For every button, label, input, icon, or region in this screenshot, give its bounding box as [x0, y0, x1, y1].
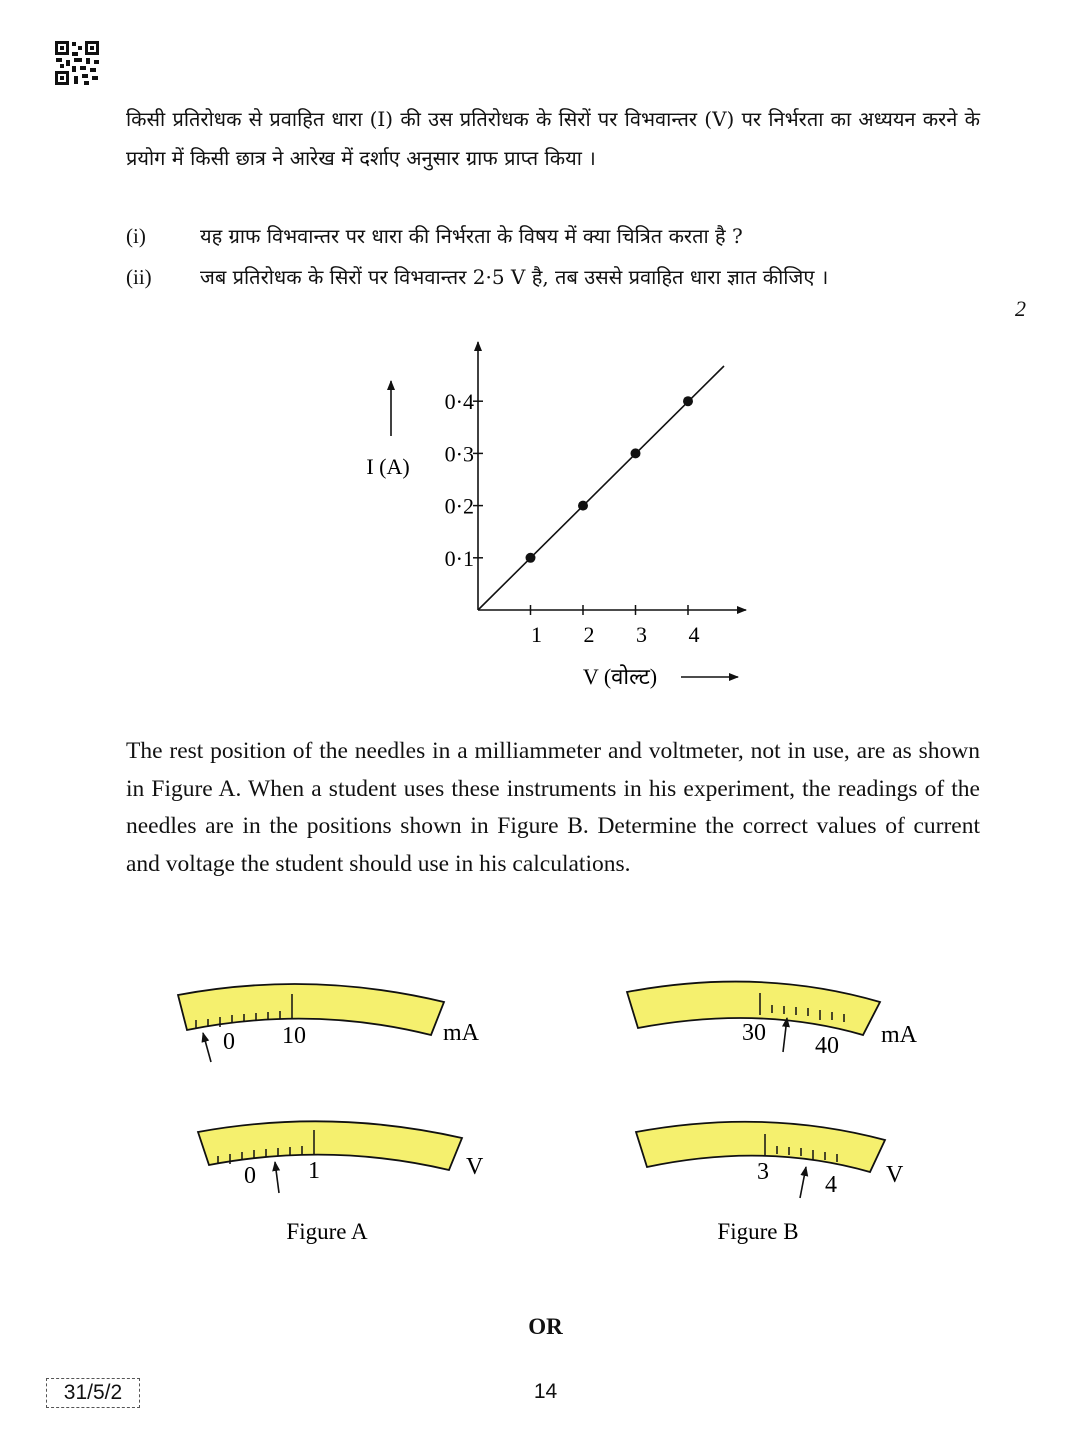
data-point [631, 448, 641, 458]
scale-label-right: 1 [308, 1158, 320, 1184]
scale-label-left: 0 [244, 1163, 256, 1189]
x-tick-label: 3 [636, 622, 647, 647]
x-tick-label: 1 [531, 622, 542, 647]
figure-b-ammeter [627, 982, 918, 1059]
or-label: OR [528, 1314, 563, 1339]
marks: 2 [1015, 296, 1026, 321]
figure-b-voltmeter [636, 1122, 904, 1198]
data-point [683, 396, 693, 406]
needle-arrow [800, 1167, 806, 1198]
question-hindi-intro: किसी प्रतिरोधक से प्रवाहित धारा (I) की उस प्रतिरोधक के सिरों पर विभवान्तर (V) पर निर्भरता का अध्ययन करने के प्रयोग में किसी छात्र ने आरेख में दर्शाए अनुसार ग्राफ प्राप्त किया । [126, 107, 980, 170]
paper-code: 31/5/2 [46, 1378, 140, 1408]
needle-arrow [275, 1162, 279, 1193]
page-number: 14 [533, 1380, 558, 1403]
scale-label-left: 30 [742, 1020, 766, 1046]
scale-label-right: 4 [825, 1172, 837, 1198]
figure-a-ammeter [178, 984, 480, 1062]
scale-label-right: 10 [282, 1023, 306, 1049]
x-tick-label: 2 [583, 622, 595, 647]
x-axis-label: V (वोल्ट) [582, 664, 658, 689]
figure-a-voltmeter [198, 1121, 484, 1193]
part-text: यह ग्राफ विभवान्तर पर धारा की निर्भरता के विषय में क्या चित्रित करता है ? [200, 224, 743, 248]
x-tick-label: 4 [688, 622, 700, 647]
scale-label-left: 0 [223, 1029, 235, 1055]
unit-label: V [886, 1162, 904, 1188]
unit-label: mA [443, 1020, 479, 1046]
question-english: The rest position of the needles in a milliammeter and voltmeter, not in use, are as shown in Figure A. When a student uses these instruments in his experiment, the readings of the needles are in the positions shown in Figure B. Determine the correct values of current and voltage the student should use in his calculations. [126, 738, 980, 877]
unit-label: mA [881, 1022, 917, 1048]
part-number: (i) [126, 224, 146, 248]
meter-figures [0, 960, 1091, 1260]
y-tick-label: 0·2 [444, 493, 474, 519]
data-point [526, 553, 536, 563]
y-tick-label: 0·1 [444, 545, 474, 571]
data-point [578, 501, 588, 511]
caption-figure-b: Figure B [717, 1219, 799, 1244]
needle-arrow [783, 1018, 787, 1052]
scale-label-left: 3 [757, 1159, 769, 1185]
y-axis-label: I (A) [366, 454, 410, 479]
part-number: (ii) [126, 265, 152, 289]
needle-arrow [203, 1033, 211, 1062]
unit-label: V [466, 1154, 484, 1180]
caption-figure-a: Figure A [286, 1219, 368, 1244]
iv-graph [0, 0, 1091, 720]
y-tick-label: 0·3 [444, 441, 474, 467]
scale-label-right: 40 [815, 1033, 839, 1059]
part-text: जब प्रतिरोधक के सिरों पर विभवान्तर 2·5 V है, तब उससे प्रवाहित धारा ज्ञात कीजिए । [200, 265, 829, 289]
y-tick-label: 0·4 [444, 389, 474, 415]
